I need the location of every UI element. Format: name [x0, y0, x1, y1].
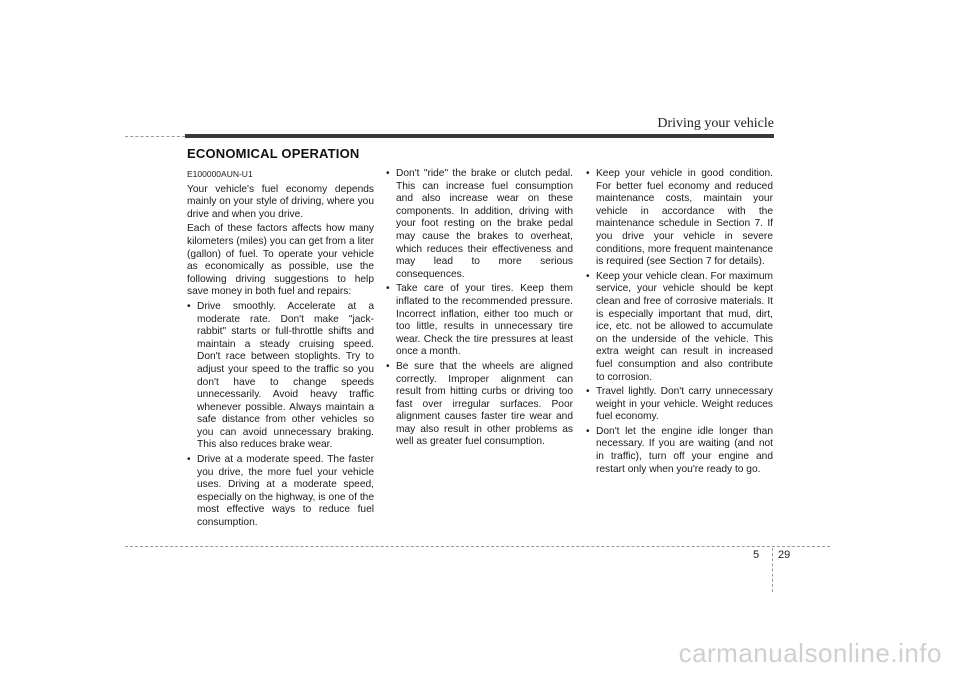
- list-item: • Be sure that the wheels are aligned correctly. Improper alignment can result from hitting curbs or driving too fast over irregular surfaces. Poor alignment causes faster tire wear and may also result in other problems as well as greater fuel consumption.: [386, 361, 573, 449]
- page-number: 29: [778, 549, 791, 561]
- watermark: carmanualsonline.info: [678, 638, 942, 668]
- list-item: • Take care of your tires. Keep them inflated to the recommended pressure. Incorrect inflation, either too much or too little, results in unnecessary tire wear. Check the tire pressures at least once a month.: [386, 283, 573, 359]
- paragraph: Each of these factors affects how many kilometers (miles) you can get from a liter (gallon) of fuel. To operate your vehicle as economically as possible, use the following driving suggestions to help save money in both fuel and repairs:: [187, 223, 374, 298]
- list-item: • Keep your vehicle in good condition. For better fuel economy and reduced maintenance costs, maintain your vehicle in accordance with the maintenance schedule in Section 7. If you drive your vehicle in severe conditions, more frequent maintenance is required (see Section 7 for details).: [586, 168, 773, 269]
- list-item: • Don't "ride" the brake or clutch pedal. This can increase fuel consumption and also increase wear on these components. In addition, driving with your foot resting on the brake pedal may cause the brakes to overheat, which reduces their effectiveness and may lead to more serious consequences.: [386, 168, 573, 281]
- list-item: • Don't let the engine idle longer than necessary. If you are waiting (and not in traffic), turn off your engine and restart only when you're ready to go.: [586, 426, 773, 476]
- section-heading: ECONOMICAL OPERATION: [187, 146, 360, 161]
- list-item: • Keep your vehicle clean. For maximum service, your vehicle should be kept clean and free of corrosive materials. It is especially important that mud, dirt, ice, etc. not be allowed to accumulate on the underside of the vehicle. This extra weight can result in increased fuel consumption and also contribute to corrosion.: [586, 271, 773, 384]
- page-chapter: 5: [753, 549, 760, 561]
- column-1: [187, 168, 374, 532]
- column-3: [586, 168, 773, 478]
- header-rule-extension: [125, 136, 185, 137]
- header-title: Driving your vehicle: [657, 116, 774, 131]
- section-code: E100000AUN-U1: [187, 169, 253, 179]
- list-item: • Drive smoothly. Accelerate at a moderate rate. Don't make "jack-rabbit" starts or full-throttle shifts and maintain a steady cruising speed. Don't race between stoplights. Try to adjust your speed to the traffic so you don't have to change speeds unnecessarily. Avoid heavy traffic whenever possible. Always maintain a safe distance from other vehicles so you can avoid unnecessary braking. This also reduces brake wear.: [187, 301, 374, 452]
- tips-list: [386, 168, 573, 449]
- header-rule: [185, 134, 774, 138]
- tips-list: [187, 301, 374, 530]
- footer-rule: [125, 546, 830, 547]
- list-item: • Travel lightly. Don't carry unnecessary weight in your vehicle. Weight reduces fuel economy.: [586, 386, 773, 424]
- list-item: • Drive at a moderate speed. The faster you drive, the more fuel your vehicle uses. Driving at a moderate speed, especially on the highway, is one of the most effective ways to reduce fuel consumption.: [187, 454, 374, 530]
- tips-list: [586, 168, 773, 476]
- paragraph: Your vehicle's fuel economy depends mainly on your style of driving, where you drive and when you drive.: [187, 183, 374, 220]
- column-2: [386, 168, 573, 451]
- page-divider: [772, 548, 773, 592]
